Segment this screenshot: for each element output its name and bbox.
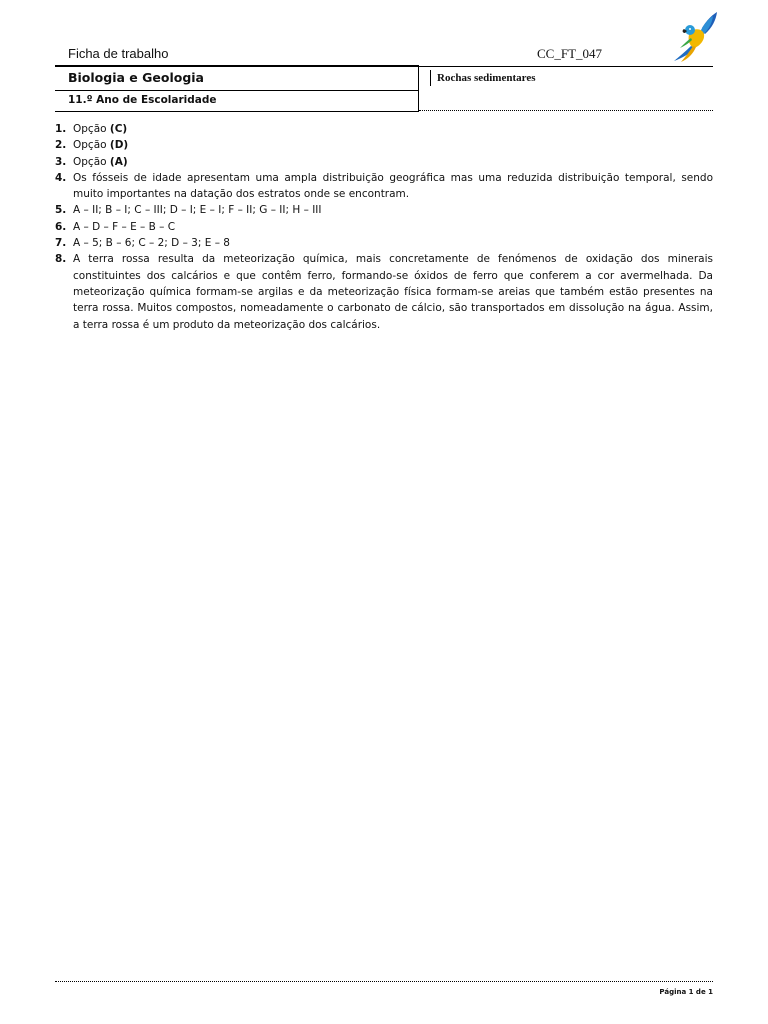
answer-list	[55, 121, 713, 333]
parrot-logo-icon	[672, 10, 718, 62]
school-year: 11.º Ano de Escolaridade	[68, 94, 217, 106]
answer-option: (C)	[109, 123, 128, 135]
answer-item	[55, 251, 713, 332]
subject-title: Biologia e Geologia	[68, 70, 204, 85]
sheet-code: CC_FT_047	[537, 46, 603, 61]
answer-text: A – II; B – I; C – III; D – I; E – I; F – II; G – II; H – III	[73, 204, 322, 217]
answer-item	[55, 219, 713, 235]
answer-number: 6.	[55, 220, 67, 233]
answer-text: Os fósseis de idade apresentam uma ampla distribuição geográfica mas uma reduzida distribuição temporal, sendo muito importantes na datação dos estratos onde se encontram.	[73, 171, 713, 201]
answer-option: (D)	[109, 139, 129, 152]
header-rule-top	[55, 65, 419, 67]
answer-number: 2.	[55, 139, 67, 152]
answer-item	[55, 137, 713, 153]
answer-item	[55, 121, 713, 137]
topic-title: Rochas sedimentares	[430, 70, 535, 86]
answer-text: A – 5; B – 6; C – 2; D – 3; E – 8	[73, 237, 230, 250]
answer-item	[55, 154, 713, 170]
answer-item	[55, 170, 713, 203]
answer-item	[55, 235, 713, 251]
answer-text: A terra rossa resulta da meteorização química, mais concretamente de fenómenos de oxidação dos minerais constituintes dos calcários e que contêm ferro, formando-se óxidos de ferro que conferem a cor avermelhada. Da meteorização química formam-se argilas e da meteorização física formam-se areias que também estão presentes na terra rossa. Muitos compostos, nomeadamente o carbonato de cálcio, são transportados em dissolução na água. Assim, a terra rossa é um produto da meteorização dos calcários.	[73, 253, 713, 331]
answer-option: (A)	[109, 155, 128, 168]
header-rule-middle	[55, 90, 419, 91]
answer-number: 7.	[55, 237, 67, 250]
answer-number: 1.	[55, 123, 67, 135]
answer-prefix: Opção	[73, 123, 107, 135]
footer-dotted-rule	[55, 981, 713, 982]
header-rule-top-right	[419, 66, 713, 67]
header-dotted-rule	[419, 110, 713, 111]
answer-prefix: Opção	[73, 139, 107, 152]
answer-prefix: Opção	[73, 155, 107, 168]
answer-number: 3.	[55, 155, 67, 168]
page-number: Página 1 de 1	[659, 988, 713, 996]
answer-number: 4.	[55, 171, 67, 184]
answer-number: 5.	[55, 204, 67, 217]
answer-number: 8.	[55, 253, 67, 266]
header-divider	[418, 65, 419, 112]
answer-text: A – D – F – E – B – C	[73, 220, 176, 233]
answer-item	[55, 202, 713, 218]
header-rule-bottom	[55, 111, 419, 112]
sheet-type-label: Ficha de trabalho	[68, 46, 169, 61]
